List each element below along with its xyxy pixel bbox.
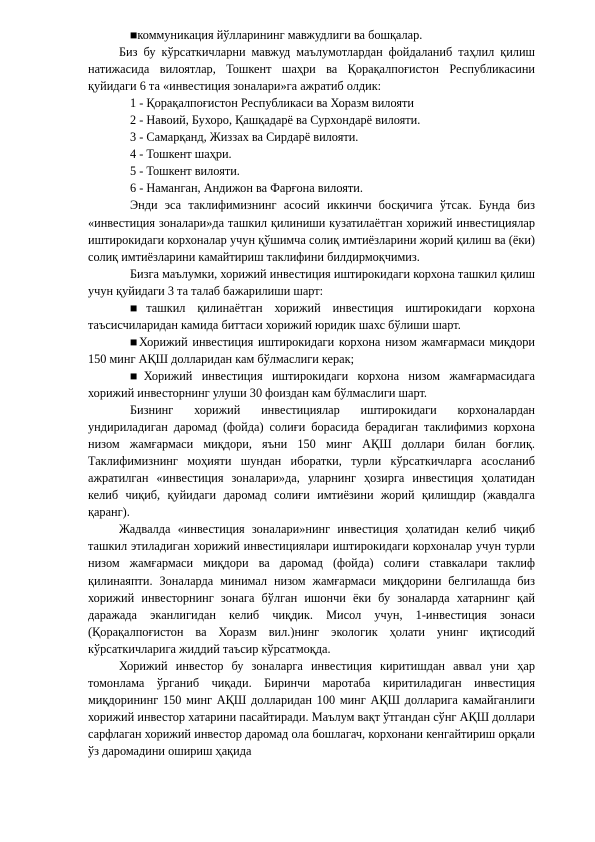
paragraph: ■Хорижий инвестиция иштирокидаги корхона низом жамғармаси миқдори 150 минг АҚШ долларидан кам бўлмаслиги керак; — [88, 334, 535, 366]
paragraph: ■Хорижий инвестиция иштирокидаги корхона низом жамғармасидага хорижий инвесторнинг улуши 30 фоиздан кам бўлмаслиги шарт. — [88, 368, 535, 400]
paragraph: Бизга маълумки, хорижий инвестиция иштирокидаги корхона ташкил қилиш учун қуйидаги 3 та талаб бажарилиши шарт: — [88, 266, 535, 298]
paragraph: Бизнинг хорижий инвестициялар иштирокидаги корхоналардан ундириладиган даромад (фойда) солиғи борасида берадиган таклифимиз корхона низом жамғармаси миқдори, яъни 150 минг АҚШ доллари билан боғлиқ. Таклифимизнинг моҳияти шундан иборатки, турли кўрсаткичларга асосланиб ажратилган «инвестиция зоналари»да, уларнинг ҳозирга инвестиция ҳолатидан келиб чиқиб, қуйидаги даромад солиғи имтиёзини жорий қилишдир (жавдалга қаранг). — [88, 403, 535, 520]
list-item: 5 - Тошкент вилояти. — [130, 164, 240, 179]
paragraph: Энди эса таклифимизнинг асосий иккинчи босқичига ўтсак. Бунда биз «инвестиция зоналари»да ташкил қилиниши кузатилаётган хорижий инвестициялар иштирокидаги корхоналар учун қўшимча солиқ имтиёзларини жорий қилиш ва (ёки) солиқ имтиёзларини камайтириш таклифини билдирмоқчимиз. — [88, 198, 535, 264]
list-item: 3 - Самарқанд, Жиззах ва Сирдарё вилояти. — [130, 130, 359, 145]
list-item: 1 - Қорақалпоғистон Республикаси ва Хоразм вилояти — [130, 96, 414, 111]
paragraph: Жадвалда «инвестиция зоналари»нинг инвестиция ҳолатидан келиб чиқиб ташкил этиладиган хорижий инвестициялари иштирокидаги корхоналар учун турли низом жамғармаси миқдори ва даромад (фойда) солиғи ставкалари таклиф қилинаяпти. Зоналарда минимал низом жамғармаси миқдорини белгилашда биз хорижий инвесторнинг зонага бўлган ишончи ёки бу зоналарда хатарнинг қай даражада эканлигидан келиб чиқдик. Мисол учун, 1-инвестиция зонаси (Қорақалпоғистон ва Хоразм вил.)нинг экологик ҳолати унинг иқтисодий кўрсаткичларига жиддий таъсир кўрсатмоқда. — [88, 522, 535, 656]
list-item: 4 - Тошкент шаҳри. — [130, 147, 232, 162]
list-item: ■коммуникация йўлларининг мавжудлиги ва бошқалар. — [130, 28, 423, 42]
paragraph: ■ташкил қилинаётган хорижий инвестиция иштирокидаги корхона таъсисчиларидан камида биттаси хорижий юридик шахс бўлиши шарт. — [88, 300, 535, 332]
list-item: 6 - Наманган, Андижон ва Фарғона вилояти. — [130, 181, 363, 196]
paragraph: Хорижий инвестор бу зоналарга инвестиция киритишдан аввал уни ҳар томонлама ўрганиб чиқади. Биринчи маротаба киритиладиган инвестиция миқдорининг 150 минг АҚШ долларидан 100 минг АҚШ долларига камайганлиги хорижий инвестор хатарини пасайтиради. Маълум вақт ўтгандан сўнг АҚШ доллари сарфлаган хорижий инвестор даромад ола бошлагач, корхонани кенгайтириш орқали ўз даромадини ошириш ҳақида — [88, 658, 535, 758]
document-page — [88, 27, 535, 760]
list-item: 2 - Навоий, Бухоро, Қашқадарё ва Сурхондарё вилояти. — [130, 113, 421, 128]
paragraph: Биз бу кўрсаткичларни мавжуд маълумотлардан фойдаланиб таҳлил қилиш натижасида вилоятлар, Тошкент шаҳри ва Қорақалпоғистон Республикасини қуйидаги 6 та «инвестиция зоналари»га ажратиб олдик: — [88, 45, 535, 94]
